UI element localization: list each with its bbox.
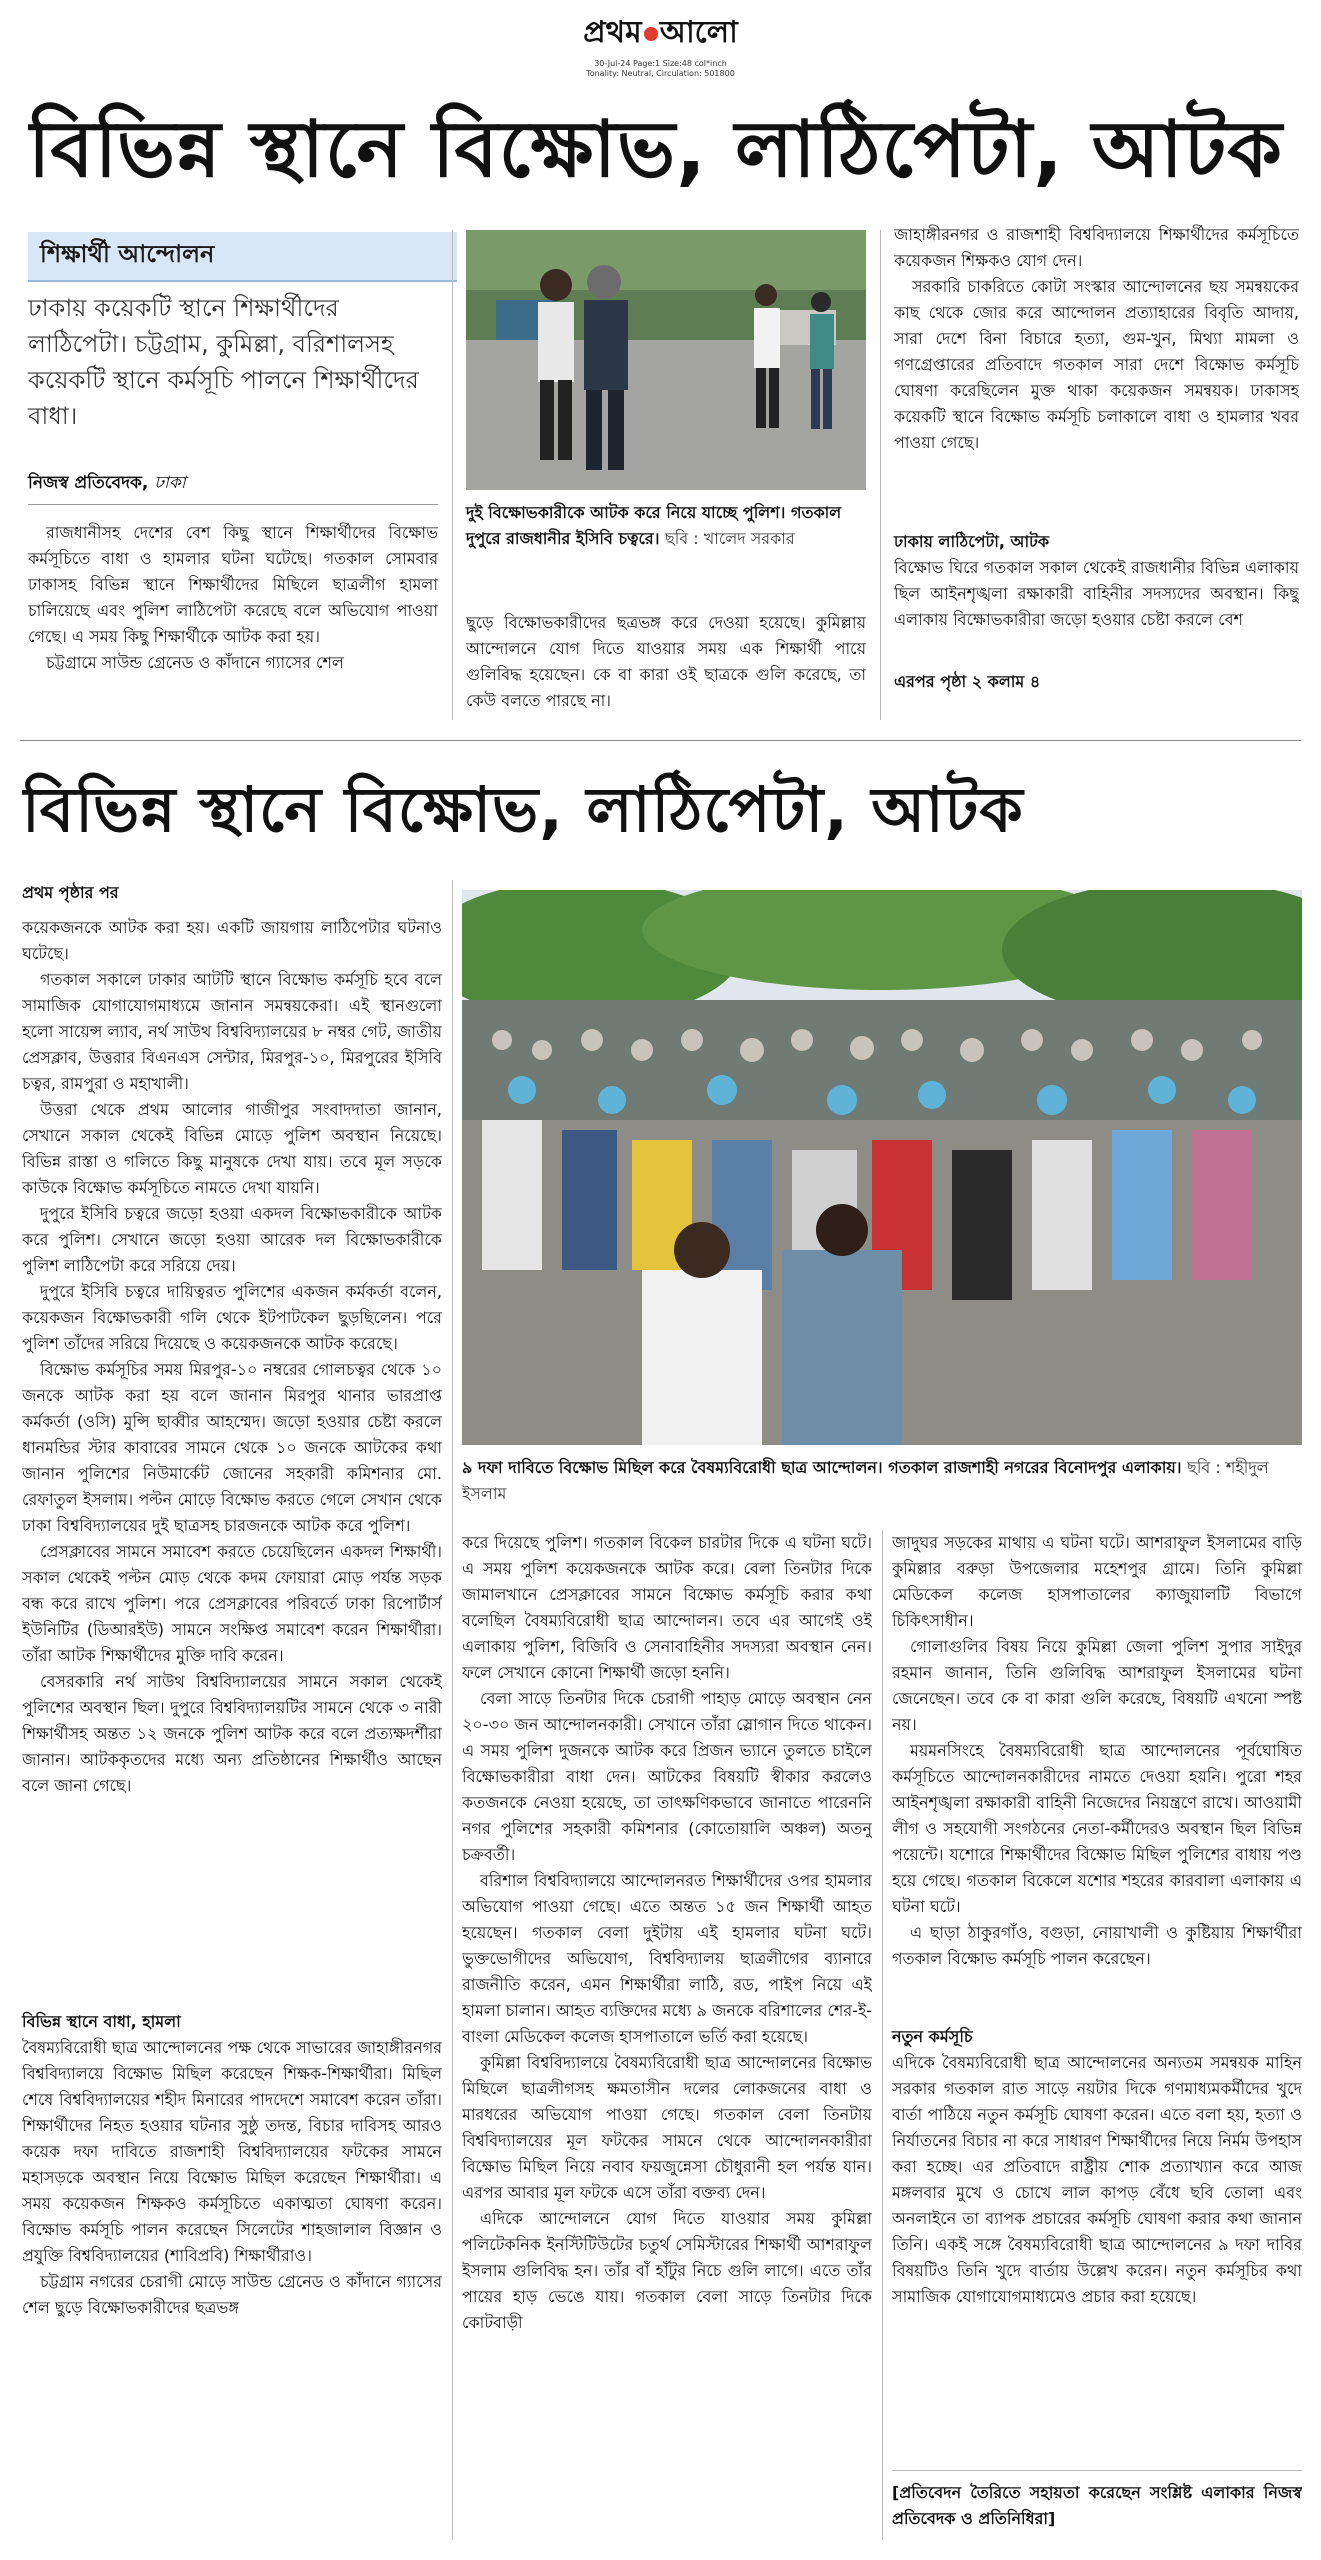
- front-photo: [466, 230, 866, 490]
- paragraph: দুপুরে ইসিবি চত্বরে দায়িত্বরত পুলিশের একজন কর্মকর্তা বলেন, কয়েকজন বিক্ষোভকারী গলি থেকে ইটপাটকেল ছুড়ছিলেন। পরে পুলিশ তাঁদের সরিয়ে দিয়েছে ও কয়েকজনকে আটক করেছে।: [22, 1282, 442, 1353]
- front-headline: বিভিন্ন স্থানে বিক্ষোভ, লাঠিপেটা, আটক: [28, 105, 1283, 195]
- paragraph: ময়মনসিংহে বৈষম্যবিরোধী ছাত্র আন্দোলনের পূর্বঘোষিত কর্মসূচিতে আন্দোলনকারীদের নামতে দেওয়া হয়নি। পুরো শহর আইনশৃঙ্খলা রক্ষাকারী বাহিনী নিজেদের নিয়ন্ত্রণে রাখে। আওয়ামী লীগ ও সহযোগী সংগঠনের নেতা-কর্মীদেরও অবস্থান ছিল বিভিন্ন পয়েন্টে। যশোরে শিক্ষার্থীদের বিক্ষোভ মিছিল পুলিশের বাধায় পণ্ড হয়ে গেছে। গতকাল বিকেলে যশোর শহরের কারবালা এলাকায় এ ঘটনা ঘটে।: [892, 1741, 1302, 1916]
- paragraph: গোলাগুলির বিষয় নিয়ে কুমিল্লা জেলা পুলিশ সুপার সাইদুর রহমান জানান, তিনি গুলিবিদ্ধ আশরাফুল ইসলামের ঘটনা জেনেছেন। তবে কে বা কারা গুলি করেছে, বিষয়টি এখনো স্পষ্ট নয়।: [892, 1637, 1302, 1734]
- photo-credit: ছবি : খালেদ সরকার: [665, 529, 795, 548]
- subhead: নতুন কর্মসূচি: [892, 2027, 973, 2046]
- rajshahi-rally-photo: [462, 890, 1302, 1445]
- caption-text: ৯ দফা দাবিতে বিক্ষোভ মিছিল করে বৈষম্যবিরোধী ছাত্র আন্দোলন। গতকাল রাজশাহী নগরের বিনোদপুর এলাকায়।: [462, 1458, 1182, 1477]
- subhead: ঢাকায় লাঠিপেটা, আটক: [894, 532, 1050, 551]
- paragraph: এ ছাড়া ঠাকুরগাঁও, বগুড়া, নোয়াখালী ও কুষ্টিয়ায় শিক্ষার্থীরা গতকাল বিক্ষোভ কর্মসূচি পালন করেছেন।: [892, 1923, 1302, 1968]
- paragraph: বেসরকারি নর্থ সাউথ বিশ্ববিদ্যালয়ের সামনে সকাল থেকেই পুলিশের অবস্থান ছিল। দুপুরে বিশ্ববিদ্যালয়টির সামনে থেকে ৩ নারী শিক্ষার্থীসহ অন্তত ১২ জনকে পুলিশ আটক করে বলে প্রত্যক্ষদর্শীরা জানান। আটককৃতদের মধ্যে অন্য প্রতিষ্ঠানের শিক্ষার্থীও আছেন বলে জানা গেছে।: [22, 1672, 442, 1795]
- paragraph: বৈষম্যবিরোধী ছাত্র আন্দোলনের পক্ষ থেকে সাভারের জাহাঙ্গীরনগর বিশ্ববিদ্যালয়ে বিক্ষোভ মিছিল করেছেন শিক্ষক-শিক্ষার্থীরা। মিছিল শেষে বিশ্ববিদ্যালয়ের শহীদ মিনারের পাদদেশে সমাবেশ করেন তাঁরা। শিক্ষার্থীদের নিহত হওয়ার ঘটনার সুষ্ঠু তদন্ত, বিচার দাবিসহ আরও কয়েক দফা দাবিতে রাজশাহী বিশ্ববিদ্যালয়ের ফটকের সামনে মহাসড়কে অবস্থান নিয়ে বিক্ষোভ মিছিল করেছেন শিক্ষার্থীরা। এ সময় কয়েকজন শিক্ষকও কর্মসূচিতে একাত্মতা ঘোষণা করেন। বিক্ষোভ কর্মসূচি পালন করেছেন সিলেটের শাহজালাল বিজ্ঞান ও প্রযুক্তি বিশ্ববিদ্যালয়ের (শাবিপ্রবি) শিক্ষার্থীরাও।: [22, 2038, 442, 2265]
- masthead: [0, 0, 1321, 80]
- caption-text: দুই বিক্ষোভকারীকে আটক করে নিয়ে যাচ্ছে পুলিশ। গতকাল দুপুরে রাজধানীর ইসিবি চত্বরে।: [466, 503, 842, 548]
- paragraph: এদিকে বৈষম্যবিরোধী ছাত্র আন্দোলনের অন্যতম সমন্বয়ক মাহিন সরকার গতকাল রাত সাড়ে নয়টার দিকে গণমাধ্যমকর্মীদের খুদে বার্তা পাঠিয়ে নতুন কর্মসূচি ঘোষণা করেন। এতে বলা হয়, হত্যা ও নির্যাতনের বিচার না করে সাধারণ শিক্ষার্থীদের নিয়ে নির্মম উপহাস করা হচ্ছে। এর প্রতিবাদে রাষ্ট্রীয় শোক প্রত্যাখ্যান করে আজ মঙ্গলবার মুখে ও চোখে লাল কাপড় বেঁধে ছবি তোলা এবং অনলাইনে তা ব্যাপক প্রচারের কর্মসূচি ঘোষণা করার কথা জানান তিনি। একই সঙ্গে বৈষম্যবিরোধী ছাত্র আন্দোলনের ৯ দফা দাবির বিষয়টিও তিনি খুদে বার্তায় উল্লেখ করেন। নতুন কর্মসূচির কথা সামাজিক যোগাযোগমাধ্যমেও প্রচার করা হয়েছে।: [892, 2053, 1302, 2306]
- newspaper-logo: [0, 8, 1321, 59]
- paragraph: বেলা সাড়ে তিনটার দিকে চেরাগী পাহাড় মোড়ে অবস্থান নেন ২০-৩০ জন আন্দোলনকারী। সেখানে তাঁরা স্লোগান দিতে থাকেন। এ সময় পুলিশ দুজনকে আটক করে প্রিজন ভ্যানে তুলতে চাইলে বিক্ষোভকারীরা বাধা দেন। আটকের বিষয়টি স্বীকার করলেও কতজনকে নেওয়া হয়েছে, তা তাৎক্ষণিকভাবে জানাতে পারেননি নগর পুলিশের সহকারী কমিশনার (কোতোয়ালি অঞ্চল) অতনু চক্রবর্তী।: [462, 1689, 872, 1864]
- front-photo-caption: [466, 500, 866, 552]
- cont-col1-body: [22, 915, 442, 1985]
- front-col1-body: [28, 520, 438, 720]
- front-col3-body: [894, 222, 1299, 522]
- paragraph: রাজধানীসহ দেশের বেশ কিছু স্থানে শিক্ষার্থীদের বিক্ষোভ কর্মসূচিতে বাধা ও হামলার ঘটনা ঘটেছে। গতকাল সোমবার ঢাকাসহ বিভিন্ন স্থানে শিক্ষার্থীদের মিছিলে ছাত্রলীগ হামলা চালিয়েছে এবং পুলিশ লাঠিপেটা করেছে বলে অভিযোগ পাওয়া গেছে। এ সময় কিছু শিক্ষার্থীকে আটক করা হয়।: [28, 523, 438, 646]
- paragraph: জাদুঘর সড়কের মাথায় এ ঘটনা ঘটে। আশরাফুল ইসলামের বাড়ি কুমিল্লার বরুড়া উপজেলার মহেশপুর গ্রামে। তিনি কুমিল্লা মেডিকেল কলেজ হাসপাতালের ক্যাজুয়ালটি বিভাগে চিকিৎসাধীন।: [892, 1533, 1302, 1630]
- cont-col1-body2: [22, 2035, 442, 2515]
- rally-photo-caption: [462, 1455, 1302, 1507]
- column-divider: [882, 1530, 883, 2540]
- byline-place: ঢাকা: [154, 473, 186, 493]
- section-divider: [20, 740, 1301, 741]
- paragraph: সরকারি চাকরিতে কোটা সংস্কার আন্দোলনের ছয় সমন্বয়কের কাছ থেকে জোর করে আন্দোলন প্রত্যাহারের বিবৃতি আদায়, সারা দেশে বিনা বিচারে হত্যা, গুম-খুন, মিথ্যা মামলা ও গণগ্রেপ্তারের প্রতিবাদে গতকাল সারা দেশে বিক্ষোভ কর্মসূচি ঘোষণা করেছিলেন মুক্ত থাকা কয়েকজন সমন্বয়ক। ঢাকাসহ কয়েকটি স্থানে বিক্ষোভ কর্মসূচি চলাকালে বাধা ও হামলার খবর পাওয়া গেছে।: [894, 277, 1299, 452]
- column-divider: [452, 880, 453, 2540]
- logo-text-left: প্রথম: [583, 15, 642, 50]
- deck-text: ঢাকায় কয়েকটি স্থানে শিক্ষার্থীদের লাঠিপেটা। চট্টগ্রাম, কুমিল্লা, বরিশালসহ কয়েকটি স্থানে কর্মসূচি পালনে শিক্ষার্থীদের বাধা।: [28, 294, 419, 430]
- logo-text-right: আলো: [659, 15, 738, 50]
- paragraph: জাহাঙ্গীরনগর ও রাজশাহী বিশ্ববিদ্যালয়ে শিক্ষার্থীদের কর্মসূচিতে কয়েকজন শিক্ষকও যোগ দেন।: [894, 225, 1299, 270]
- paragraph: চট্টগ্রামে সাউন্ড গ্রেনেড ও কাঁদানে গ্যাসের শেল: [46, 653, 344, 672]
- paragraph: কুমিল্লা বিশ্ববিদ্যালয়ে বৈষম্যবিরোধী ছাত্র আন্দোলনের বিক্ষোভ মিছিলে ছাত্রলীগসহ ক্ষমতাসীন দলের লোকজনের বাধা ও মারধরের অভিযোগ পাওয়া গেছে। গতকাল বেলা তিনটায় বিশ্ববিদ্যালয়ের মূল ফটকের সামনে থেকে আন্দোলনকারীরা বিক্ষোভ মিছিল নিয়ে নবাব ফয়জুন্নেসা চৌধুরানী হল পর্যন্ত যান। এরপর আবার মূল ফটকে এসে তাঁরা বক্তব্য দেন।: [462, 2053, 872, 2202]
- front-col3-body2: [894, 555, 1299, 659]
- clipping-meta-2: Tonality: Neutral, Circulation: 501800: [586, 69, 735, 78]
- byline: [28, 470, 438, 505]
- paragraph: ছুড়ে বিক্ষোভকারীদের ছত্রভঙ্গ করে দেওয়া হয়েছে। কুমিল্লায় আন্দোলনে যোগ দিতে যাওয়ার সময় এক শিক্ষার্থী পায়ে গুলিবিদ্ধ হয়েছেন। কে বা কারা ওই ছাত্রকে গুলি করেছে, তা কেউ বলতে পারছে না।: [466, 613, 866, 710]
- cont-col2-body: [462, 1530, 872, 2540]
- front-col3-section: [894, 525, 1299, 696]
- sun-icon: [644, 27, 658, 41]
- paragraph: প্রেসক্লাবের সামনে সমাবেশ করতে চেয়েছিলেন একদল শিক্ষার্থী। সকাল থেকেই পল্টন মোড় থেকে কদম ফোয়ারা মোড় পর্যন্ত সড়ক বন্ধ করে রাখে পুলিশ। পরে প্রেসক্লাবের পরিবর্তে ঢাকা রিপোর্টার্স ইউনিটির (ডিআরইউ) সামনে সংক্ষিপ্ত সমাবেশ করেন শিক্ষার্থীরা। তাঁরা আটক শিক্ষার্থীদের মুক্তি দাবি করেন।: [22, 1542, 442, 1665]
- cont-col3-section: [892, 2020, 1302, 2440]
- paragraph: কয়েকজনকে আটক করা হয়। একটি জায়গায় লাঠিপেটার ঘটনাও ঘটেছে।: [22, 918, 442, 963]
- paragraph: উত্তরা থেকে প্রথম আলোর গাজীপুর সংবাদদাতা জানান, সেখানে সকাল থেকেই বিভিন্ন মোড়ে পুলিশ অবস্থান নিয়েছে। বিভিন্ন রাস্তা ও গলিতে কিছু মানুষকে দেখা যায়। তবে মূল সড়কে কাউকে বিক্ষোভ কর্মসূচিতে নামতে দেখা যায়নি।: [22, 1100, 442, 1197]
- cont-col3-body: [892, 1530, 1302, 2000]
- paragraph: এদিকে আন্দোলনে যোগ দিতে যাওয়ার সময় কুমিল্লা পলিটেকনিক ইনস্টিটিউটের চতুর্থ সেমিস্টারের শিক্ষার্থী আশরাফুল ইসলাম গুলিবিদ্ধ হন। তাঁর বাঁ হাঁটুর নিচে গুলি লাগে। এতে তাঁর পায়ের হাড় ভেঙে যায়। গতকাল বেলা সাড়ে তিনটার দিকে কোটবাড়ী: [462, 2209, 872, 2332]
- jump-line: এরপর পৃষ্ঠা ২ কলাম ৪: [894, 672, 1041, 691]
- front-col2-body: [466, 610, 866, 720]
- column-divider: [452, 230, 453, 720]
- credit-note: [প্রতিবেদন তৈরিতে সহায়তা করেছেন সংশ্লিষ্ট এলাকার নিজস্ব প্রতিবেদক ও প্রতিনিধিরা]: [892, 2483, 1302, 2528]
- paragraph: করে দিয়েছে পুলিশ। গতকাল বিকেল চারটার দিকে এ ঘটনা ঘটে। এ সময় পুলিশ কয়েকজনকে আটক করে। বেলা তিনটার দিকে জামালখানে প্রেসক্লাবের সামনে বিক্ষোভ কর্মসূচি করার কথা বলেছিল বৈষম্যবিরোধী ছাত্র আন্দোলন। তবে এর আগেই ওই এলাকায় পুলিশ, বিজিবি ও সেনাবাহিনীর সদস্যরা অবস্থান নেন। ফলে সেখানে কোনো শিক্ষার্থী জড়ো হননি।: [462, 1533, 872, 1682]
- credit-divider: [892, 2470, 1302, 2471]
- protest-arrest-photo: [466, 230, 866, 490]
- column-divider: [880, 230, 881, 720]
- paragraph: চট্টগ্রাম নগরের চেরাগী মোড়ে সাউন্ড গ্রেনেড ও কাঁদানে গ্যাসের শেল ছুড়ে বিক্ষোভকারীদের ছত্রভঙ্গ: [22, 2272, 442, 2317]
- paragraph: দুপুরে ইসিবি চত্বরে জড়ো হওয়া একদল বিক্ষোভকারীকে আটক করে পুলিশ। সেখানে জড়ো হওয়া আরেক দল বিক্ষোভকারীকে পুলিশ লাঠিপেটা করে সরিয়ে দেয়।: [22, 1204, 442, 1275]
- paragraph: বিক্ষোভ কর্মসূচির সময় মিরপুর-১০ নম্বরের গোলচত্বর থেকে ১০ জনকে আটক করা হয় বলে জানান মিরপুর থানার ভারপ্রাপ্ত কর্মকর্তা (ওসি) মুন্সি ছাব্বীর আহম্মেদ। জড়ো হওয়ার চেষ্টা করলে ধানমন্ডির স্টার কাবাবের সামনে থেকে ১০ জনকে আটকের কথা জানান পুলিশের নিউমার্কেট জোনের সহকারী কমিশনার মো. রেফাতুল ইসলাম। পল্টন মোড়ে বিক্ষোভ করতে গেলে সেখান থেকে ঢাকা বিশ্ববিদ্যালয়ের দুই ছাত্রসহ চারজনকে আটক করে পুলিশ।: [22, 1360, 442, 1535]
- continued-from: প্রথম পৃষ্ঠার পর: [22, 883, 119, 902]
- continuation-headline: বিভিন্ন স্থানে বিক্ষোভ, লাঠিপেটা, আটক: [22, 773, 1024, 846]
- photo-credit: ছবি : শহীদুল ইসলাম: [462, 1458, 1269, 1503]
- paragraph: বিক্ষোভ ঘিরে গতকাল সকাল থেকেই রাজধানীর বিভিন্ন এলাকায় ছিল আইনশৃঙ্খলা রক্ষাকারী বাহিনীর সদস্যদের অবস্থান। কিছু এলাকায় বিক্ষোভকারীরা জড়ো হওয়ার চেষ্টা করলে বেশ: [894, 558, 1299, 629]
- rally-photo: [462, 890, 1302, 1445]
- cont-col1-section: [22, 2005, 442, 2515]
- paragraph: গতকাল সকালে ঢাকার আটটি স্থানে বিক্ষোভ কর্মসূচি হবে বলে সামাজিক যোগাযোগমাধ্যমে জানান সমন্বয়কেরা। এই স্থানগুলো হলো সায়েন্স ল্যাব, নর্থ সাউথ বিশ্ববিদ্যালয়ের ৮ নম্বর গেট, জাতীয় প্রেসক্লাব, উত্তরার বিএনএস সেন্টার, মিরপুর-১০, মিরপুরের ইসিবি চত্বর, রামপুরা ও মহাখালী।: [22, 970, 442, 1093]
- kicker-label: শিক্ষার্থী আন্দোলন: [28, 232, 457, 282]
- byline-reporter: নিজস্ব প্রতিবেদক,: [28, 473, 149, 493]
- subhead: বিভিন্ন স্থানে বাধা, হামলা: [22, 2012, 181, 2031]
- clipping-meta-1: 30-Jul-24 Page:1 Size:48 col*inch: [594, 59, 727, 68]
- paragraph: বরিশাল বিশ্ববিদ্যালয়ে আন্দোলনরত শিক্ষার্থীদের ওপর হামলার অভিযোগ পাওয়া গেছে। এতে অন্তত ১৫ জন শিক্ষার্থী আহত হয়েছেন। গতকাল বেলা দুইটায় এই হামলার ঘটনা ঘটে। ভুক্তভোগীদের অভিযোগ, বিশ্ববিদ্যালয় ছাত্রলীগের ব্যানারে রাজনীতি করেন, এমন শিক্ষার্থীরা লাঠি, রড, পাইপ নিয়ে এই হামলা চালান। আহত ব্যক্তিদের মধ্যে ৯ জনকে বরিশালের শের-ই-বাংলা মেডিকেল কলেজ হাসপাতালে ভর্তি করা হয়েছে।: [462, 1871, 872, 2046]
- cont-col3-body2: [892, 2050, 1302, 2440]
